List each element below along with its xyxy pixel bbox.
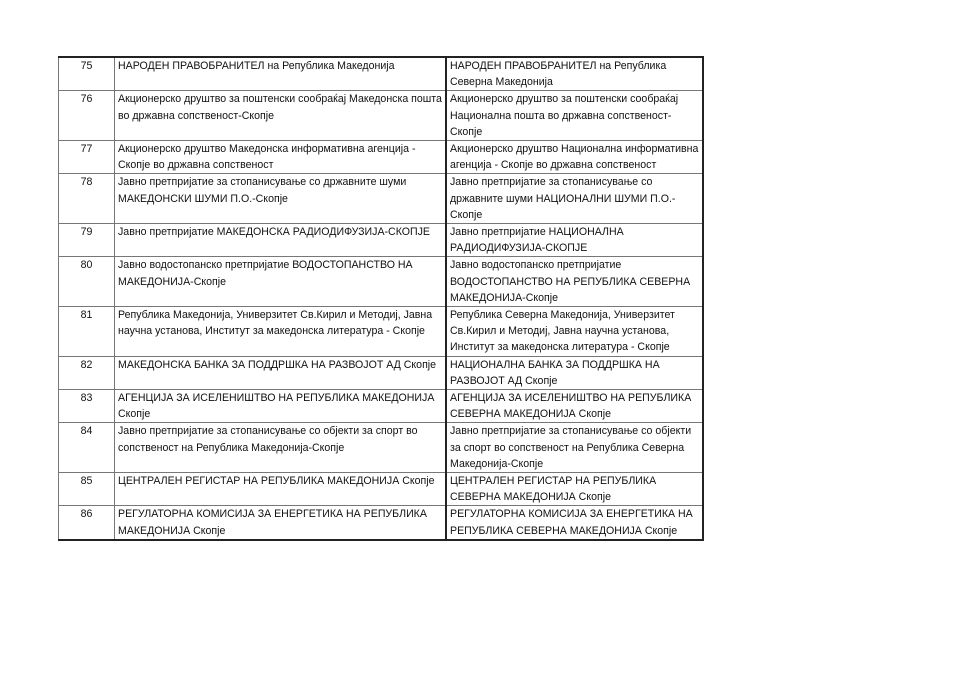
row-number: 79 [59, 224, 115, 257]
new-name-cell: РЕГУЛАТОРНА КОМИСИЈА ЗА ЕНЕРГЕТИКА НА РЕПУБЛИКА СЕВЕРНА МАКЕДОНИЈА Скопје [446, 506, 703, 540]
row-number: 78 [59, 174, 115, 224]
row-number: 81 [59, 307, 115, 357]
table-body [59, 57, 704, 540]
table-row [59, 506, 704, 540]
old-name-cell: Јавно водостопанско претпријатие ВОДОСТОПАНСТВО НА МАКЕДОНИЈА-Скопје [115, 257, 447, 307]
new-name-cell: Јавно претпријатие за стопанисување со објекти за спорт во сопственост на Република Северна Македонија-Скопје [446, 423, 703, 473]
row-number: 80 [59, 257, 115, 307]
table-row [59, 141, 704, 174]
new-name-cell: Акционерско друштво Национална информативна агенција - Скопје во државна сопственост [446, 141, 703, 174]
row-number: 82 [59, 356, 115, 389]
old-name-cell: Акционерско друштво Македонска информативна агенција - Скопје во државна сопственост [115, 141, 447, 174]
new-name-cell: Акционерско друштво за поштенски сообраќај Национална пошта во државна сопственост-Скопје [446, 91, 703, 141]
new-name-cell: АГЕНЦИЈА ЗА ИСЕЛЕНИШТВО НА РЕПУБЛИКА СЕВЕРНА МАКЕДОНИЈА Скопје [446, 390, 703, 423]
new-name-cell: Јавно претпријатие за стопанисување со државните шуми НАЦИОНАЛНИ ШУМИ П.О.-Скопје [446, 174, 703, 224]
renaming-table [58, 56, 704, 541]
old-name-cell: АГЕНЦИЈА ЗА ИСЕЛЕНИШТВО НА РЕПУБЛИКА МАКЕДОНИЈА Скопје [115, 390, 447, 423]
row-number: 76 [59, 91, 115, 141]
table-row [59, 423, 704, 473]
old-name-cell: Јавно претпријатие МАКЕДОНСКА РАДИОДИФУЗИЈА-СКОПЈЕ [115, 224, 447, 257]
row-number: 77 [59, 141, 115, 174]
table-row [59, 224, 704, 257]
row-number: 85 [59, 473, 115, 506]
new-name-cell: Република Северна Македонија, Универзитет Св.Кирил и Методиј, Јавна научна установа, Институт за македонска литература - Скопје [446, 307, 703, 357]
row-number: 86 [59, 506, 115, 540]
old-name-cell: РЕГУЛАТОРНА КОМИСИЈА ЗА ЕНЕРГЕТИКА НА РЕПУБЛИКА МАКЕДОНИЈА Скопје [115, 506, 447, 540]
new-name-cell: ЦЕНТРАЛЕН РЕГИСТАР НА РЕПУБЛИКА СЕВЕРНА МАКЕДОНИЈА Скопје [446, 473, 703, 506]
row-number: 75 [59, 57, 115, 91]
new-name-cell: Јавно водостопанско претпријатие ВОДОСТОПАНСТВО НА РЕПУБЛИКА СЕВЕРНА МАКЕДОНИЈА-Скопје [446, 257, 703, 307]
table-row [59, 473, 704, 506]
table-row [59, 356, 704, 389]
old-name-cell: НАРОДЕН ПРАВОБРАНИТЕЛ на Република Македонија [115, 57, 447, 91]
new-name-cell: НАЦИОНАЛНА БАНКА ЗА ПОДДРШКА НА РАЗВОЈОТ АД Скопје [446, 356, 703, 389]
table-row [59, 174, 704, 224]
table-row [59, 390, 704, 423]
table-row [59, 307, 704, 357]
table-row [59, 91, 704, 141]
old-name-cell: Акционерско друштво за поштенски сообраќај Македонска пошта во државна сопственост-Скопје [115, 91, 447, 141]
old-name-cell: ЦЕНТРАЛЕН РЕГИСТАР НА РЕПУБЛИКА МАКЕДОНИЈА Скопје [115, 473, 447, 506]
new-name-cell: НАРОДЕН ПРАВОБРАНИТЕЛ на Република Северна Македонија [446, 57, 703, 91]
old-name-cell: Јавно претпријатие за стопанисување со државните шуми МАКЕДОНСКИ ШУМИ П.О.-Скопје [115, 174, 447, 224]
table-row [59, 257, 704, 307]
new-name-cell: Јавно претпријатие НАЦИОНАЛНА РАДИОДИФУЗИЈА-СКОПЈЕ [446, 224, 703, 257]
row-number: 84 [59, 423, 115, 473]
old-name-cell: МАКЕДОНСКА БАНКА ЗА ПОДДРШКА НА РАЗВОЈОТ АД Скопје [115, 356, 447, 389]
old-name-cell: Република Македонија, Универзитет Св.Кирил и Методиј, Јавна научна установа, Институт за македонска литература - Скопје [115, 307, 447, 357]
table-row [59, 57, 704, 91]
old-name-cell: Јавно претпријатие за стопанисување со објекти за спорт во сопственост на Република Македонија-Скопје [115, 423, 447, 473]
row-number: 83 [59, 390, 115, 423]
